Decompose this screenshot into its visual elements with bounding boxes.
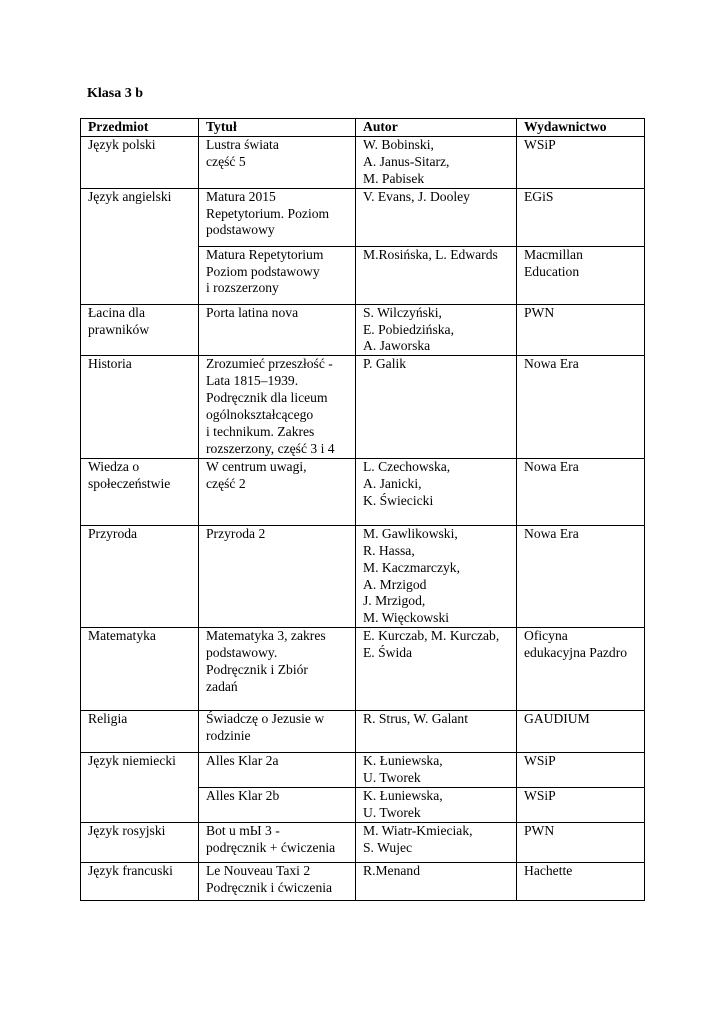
title-line: Lata 1815–1939. <box>206 373 299 389</box>
author-line: K. Świecicki <box>363 492 434 508</box>
author-line: W. Bobinski, <box>363 136 434 152</box>
cell-author <box>356 788 517 823</box>
subject-line: Matematyka <box>88 628 156 644</box>
subject-line: Przyroda <box>88 525 138 541</box>
publisher-line: WSiP <box>524 788 556 804</box>
author-line: J. Mrzigod, <box>363 593 426 609</box>
cell-publisher <box>517 788 645 823</box>
cell-title <box>199 458 356 525</box>
table-row <box>81 458 645 525</box>
header-row <box>81 119 645 137</box>
title-line: podstawowy. <box>206 645 278 661</box>
cell-author <box>356 822 517 862</box>
subject-line: Język niemiecki <box>88 753 176 769</box>
author-line: A. Jaworska <box>363 338 431 354</box>
publisher-line: Nowa Era <box>524 525 579 541</box>
publisher-line: Nowa Era <box>524 458 579 474</box>
table-row <box>81 753 645 788</box>
cell-author <box>356 188 517 246</box>
author-line: R. Hassa, <box>363 542 415 558</box>
cell-author <box>356 246 517 304</box>
cell-subject <box>81 753 199 823</box>
table-row <box>81 822 645 862</box>
cell-publisher <box>517 188 645 246</box>
title-line: Bot u mЫ 3 - <box>206 822 280 838</box>
cell-title <box>199 862 356 900</box>
subject-line: Łacina dla <box>88 304 145 320</box>
cell-title <box>199 136 356 188</box>
subject-line: Język rosyjski <box>88 822 166 838</box>
table-body <box>81 136 645 900</box>
title-line: Alles Klar 2a <box>206 753 279 769</box>
author-line: P. Galik <box>363 356 407 372</box>
cell-publisher <box>517 458 645 525</box>
title-line: ogólnokształcącego <box>206 407 314 423</box>
title-line: zadań <box>206 678 238 694</box>
author-line: E. Kurczab, M. Kurczab, <box>363 628 500 644</box>
title-line: rozszerzony, część 3 i 4 <box>206 440 335 456</box>
author-line: E. Pobiedzińska, <box>363 321 454 337</box>
cell-author <box>356 304 517 356</box>
author-line: V. Evans, J. Dooley <box>363 188 470 204</box>
cell-title <box>199 188 356 246</box>
author-line: M.Rosińska, L. Edwards <box>363 246 498 262</box>
publisher-line: PWN <box>524 822 555 838</box>
publisher-line: Oficyna <box>524 628 568 644</box>
author-line: A. Janus-Sitarz, <box>363 153 450 169</box>
table-row <box>81 304 645 356</box>
cell-subject <box>81 136 199 188</box>
cell-subject <box>81 458 199 525</box>
subject-line: Historia <box>88 356 132 372</box>
cell-title <box>199 356 356 458</box>
cell-publisher <box>517 304 645 356</box>
author-line: K. Łuniewska, <box>363 788 443 804</box>
cell-title <box>199 711 356 753</box>
publisher-line: edukacyjna Pazdro <box>524 645 628 661</box>
author-line: L. Czechowska, <box>363 458 451 474</box>
title-line: Porta latina nova <box>206 304 299 320</box>
author-line: K. Łuniewska, <box>363 753 443 769</box>
page-heading: Klasa 3 b <box>87 86 144 101</box>
publisher-line: GAUDIUM <box>524 711 590 727</box>
author-line: A. Janicki, <box>363 475 422 491</box>
cell-author <box>356 525 517 627</box>
title-line: Matura 2015 <box>206 188 276 204</box>
cell-publisher <box>517 525 645 627</box>
subject-line: prawników <box>88 321 150 337</box>
subject-line: Język polski <box>88 136 156 152</box>
title-line: podręcznik + ćwiczenia <box>206 839 336 855</box>
header-author: Autor <box>356 119 517 137</box>
table-row <box>81 711 645 753</box>
cell-publisher <box>517 356 645 458</box>
title-line: Matura Repetytorium <box>206 246 324 262</box>
author-line: M. Gawlikowski, <box>363 525 458 541</box>
publisher-line: PWN <box>524 304 555 320</box>
author-line: R.Menand <box>363 862 421 878</box>
cell-subject <box>81 188 199 304</box>
cell-publisher <box>517 628 645 711</box>
cell-title <box>199 246 356 304</box>
cell-author <box>356 136 517 188</box>
title-line: Matematyka 3, zakres <box>206 628 326 644</box>
title-line: Podręcznik i ćwiczenia <box>206 879 333 895</box>
cell-author <box>356 356 517 458</box>
cell-subject <box>81 356 199 458</box>
subject-line: społeczeństwie <box>88 475 171 491</box>
subject-line: Religia <box>88 711 128 727</box>
textbook-table <box>80 118 645 901</box>
cell-author <box>356 628 517 711</box>
title-line: Repetytorium. Poziom <box>206 205 330 221</box>
publisher-line: WSiP <box>524 136 556 152</box>
author-line: R. Strus, W. Galant <box>363 711 468 727</box>
author-line: E. Świda <box>363 645 413 661</box>
cell-author <box>356 711 517 753</box>
title-line: rodzinie <box>206 728 251 744</box>
table-row <box>81 862 645 900</box>
cell-subject <box>81 525 199 627</box>
table-row <box>81 356 645 458</box>
author-line: S. Wilczyński, <box>363 304 442 320</box>
publisher-line: WSiP <box>524 753 556 769</box>
cell-author <box>356 753 517 788</box>
title-line: podstawowy <box>206 222 275 238</box>
author-line: S. Wujec <box>363 839 413 855</box>
title-line: część 5 <box>206 153 246 169</box>
title-line: Podręcznik dla liceum <box>206 390 328 406</box>
author-line: A. Mrzigod <box>363 576 427 592</box>
cell-publisher <box>517 711 645 753</box>
cell-subject <box>81 304 199 356</box>
cell-publisher <box>517 246 645 304</box>
publisher-line: Nowa Era <box>524 356 579 372</box>
header-publisher: Wydawnictwo <box>517 119 645 137</box>
author-line: M. Wiatr-Kmieciak, <box>363 822 473 838</box>
publisher-line: Macmillan <box>524 246 583 262</box>
table-row <box>81 136 645 188</box>
author-line: M. Pabisek <box>363 170 425 186</box>
header-subject: Przedmiot <box>81 119 199 137</box>
title-line: część 2 <box>206 475 246 491</box>
subject-line: Język francuski <box>88 862 173 878</box>
title-line: Poziom podstawowy <box>206 263 320 279</box>
header-title: Tytuł <box>199 119 356 137</box>
cell-title <box>199 525 356 627</box>
cell-title <box>199 304 356 356</box>
publisher-line: Education <box>524 263 580 279</box>
cell-author <box>356 458 517 525</box>
title-line: Zrozumieć przeszłość - <box>206 356 333 372</box>
title-line: Podręcznik i Zbiór <box>206 662 308 678</box>
cell-publisher <box>517 822 645 862</box>
cell-author <box>356 862 517 900</box>
table-row <box>81 188 645 246</box>
title-line: Świadczę o Jezusie w <box>206 711 325 727</box>
cell-title <box>199 788 356 823</box>
title-line: i rozszerzony <box>206 280 279 296</box>
subject-line: Język angielski <box>88 188 172 204</box>
table-row <box>81 525 645 627</box>
title-line: i technikum. Zakres <box>206 423 315 439</box>
cell-title <box>199 822 356 862</box>
title-line: W centrum uwagi, <box>206 458 307 474</box>
cell-publisher <box>517 136 645 188</box>
cell-publisher <box>517 862 645 900</box>
title-line: Le Nouveau Taxi 2 <box>206 862 311 878</box>
cell-title <box>199 628 356 711</box>
author-line: U. Tworek <box>363 770 421 786</box>
title-line: Lustra świata <box>206 136 279 152</box>
cell-subject <box>81 862 199 900</box>
cell-subject <box>81 628 199 711</box>
author-line: M. Kaczmarczyk, <box>363 559 460 575</box>
author-line: M. Więckowski <box>363 610 450 626</box>
publisher-line: Hachette <box>524 862 573 878</box>
subject-line: Wiedza o <box>88 458 140 474</box>
title-line: Alles Klar 2b <box>206 788 280 804</box>
table-row <box>81 628 645 711</box>
cell-publisher <box>517 753 645 788</box>
cell-subject <box>81 711 199 753</box>
cell-title <box>199 753 356 788</box>
author-line: U. Tworek <box>363 804 421 820</box>
publisher-line: EGiS <box>524 188 554 204</box>
title-line: Przyroda 2 <box>206 525 266 541</box>
cell-subject <box>81 822 199 862</box>
